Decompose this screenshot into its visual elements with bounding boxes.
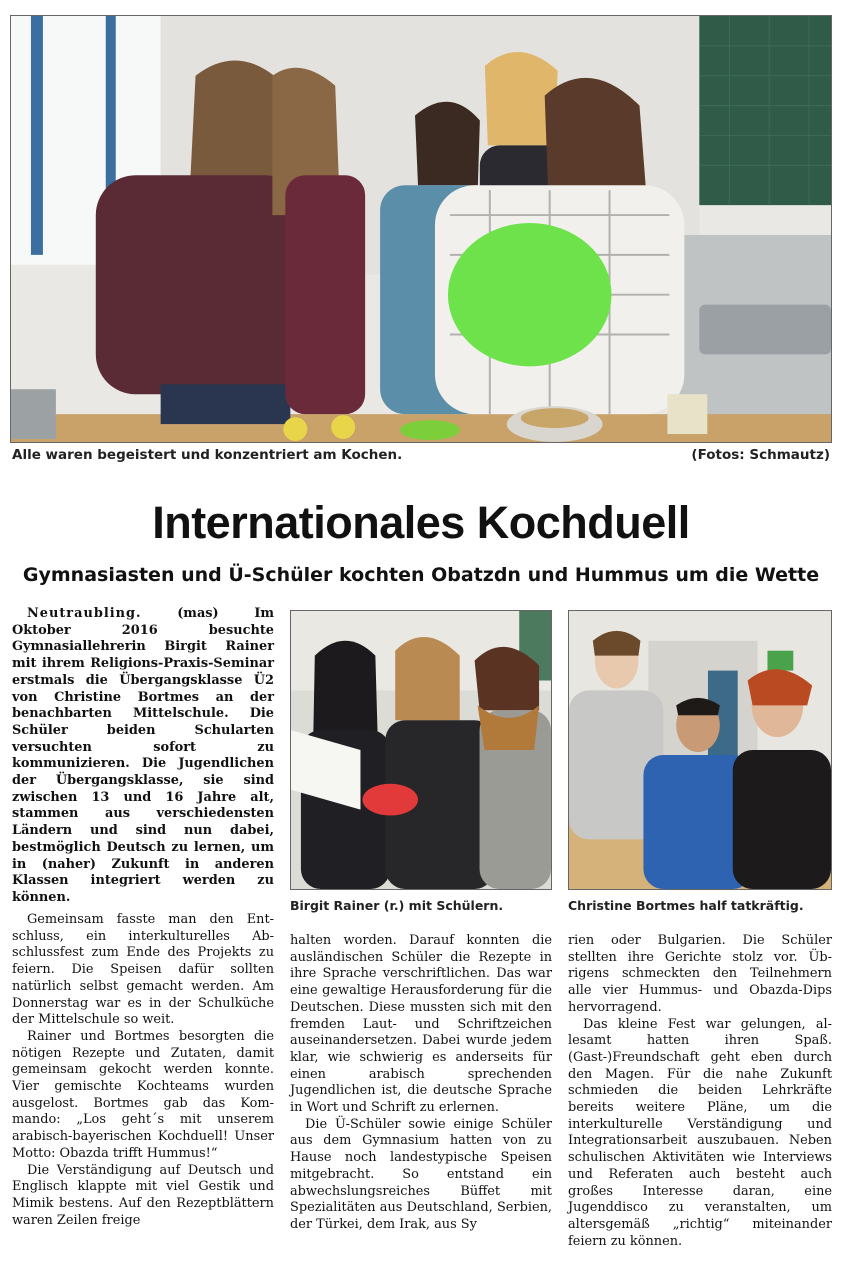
lead-text: (mas) Im Oktober 2016 besuchte Gymnasiallehrerin Birgit Rainer mit ihrem Religions-Praxis-Seminar erstmals die Übergangsklasse Ü2 von Christine Bortmes an der benachbarten Mittelschule. Die Schüler beiden Schularten versuchten sofort zu kommunizieren. Die Jugendlichen der Übergangsklasse, sie sind zwischen 13 und 16 Jahre alt, stammen aus verschiedensten Ländern und sind nun dabei, bestmöglich Deutsch zu lernen, um in (naher) Zukunft in anderen Klassen integriert werden zu können. [12, 606, 274, 905]
photo-bortmes-caption: Christine Bortmes half tatkräftig. [568, 898, 804, 913]
photo-rainer-image [291, 611, 551, 889]
body-paragraph: Die Ü-Schüler sowie einige Schüler aus dem Gymnasium hatten von zu Hause noch landestypische Speisen mitgebracht. So entstand ein abwechslungsreiches Büffet mit Spezialitäten aus Deutschland, Serbien, der Türkei, dem Irak, aus Sy [290, 1116, 552, 1232]
body-paragraph: rien oder Bulgarien. Die Schüler stellten ihre Gerichte stolz vor. Übrigens schmeckten den Teilnehmern alle vier Hummus- und Obazda-Dips hervorragend. [568, 933, 832, 1015]
photo-bortmes [568, 610, 832, 890]
body-column-2 [290, 933, 552, 1234]
body-paragraph: Gemeinsam fasste man den Entschluss, ein interkulturelles Abschlussfest zum Ende des Projekts zu feiern. Die Speisen dafür sollten natürlich selbst gemacht werden. Am Donnerstag war es in der Schulküche der Mittelschule so weit. [12, 912, 274, 1028]
hero-photo [10, 15, 832, 443]
body-paragraph: Die Verständigung auf Deutsch und Englisch klappte mit viel Gestik und Mimik bestens. Auf den Rezeptblättern waren Zeilen freige [12, 1162, 274, 1228]
hero-caption [12, 447, 830, 467]
photo-credit: (Fotos: Schmautz) [691, 447, 830, 463]
photo-bortmes-image [569, 611, 831, 889]
photo-rainer [290, 610, 552, 890]
hero-photo-image [11, 16, 831, 442]
body-paragraph: Rainer und Bortmes besorgten die nötigen Rezepte und Zutaten, damit gemeinsam gekocht werden konnte. Vier gemischte Kochteams wurden ausgelost. Bortmes gab das Kommando: „Los geht´s mit unserem arabisch-bayerischen Kochduell! Unser Motto: Obazda trifft Hummus!“ [12, 1028, 274, 1161]
body-paragraph: Das kleine Fest war gelungen, allesamt hatten ihren Spaß. (Gast-)Freundschaft geht eben durch den Magen. Für die nahe Zukunft schmieden die beiden Lehrkräfte bereits weitere Pläne, um die interkulturelle Verständigung und Integrationsarbeit auszubauen. Neben schulischen Aktivitäten wie Interviews und Referaten auch besteht auch großes Interesse daran, eine Jugenddisco zu veranstalten, um altersgemäß „richtig“ miteinander feiern zu können. [568, 1016, 832, 1249]
hero-caption-text: Alle waren begeistert und konzentriert am Kochen. [12, 447, 403, 463]
body-column-1 [12, 912, 274, 1229]
lead-paragraph [12, 606, 274, 907]
body-column-3 [568, 933, 832, 1250]
dateline: Neutraubling. [27, 606, 142, 621]
photo-rainer-caption: Birgit Rainer (r.) mit Schülern. [290, 898, 504, 913]
headline: Internationales Kochduell [152, 497, 690, 548]
subheadline: Gymnasiasten und Ü-Schüler kochten Obatzdn und Hummus um die Wette [22, 564, 820, 586]
body-paragraph: halten worden. Darauf konnten die ausländischen Schüler die Rezepte in ihre Sprache verschriftlichen. Das war eine gewaltige Herausforderung für die Deutschen. Diese mussten sich mit den fremden Laut- und Schriftzeichen auseinandersetzen. Dabei wurde jedem klar, wie schwierig es anderseits für einen arabisch sprechenden Jugendlichen ist, die deutsche Sprache in Wort und Schrift zu erlernen. [290, 933, 552, 1116]
